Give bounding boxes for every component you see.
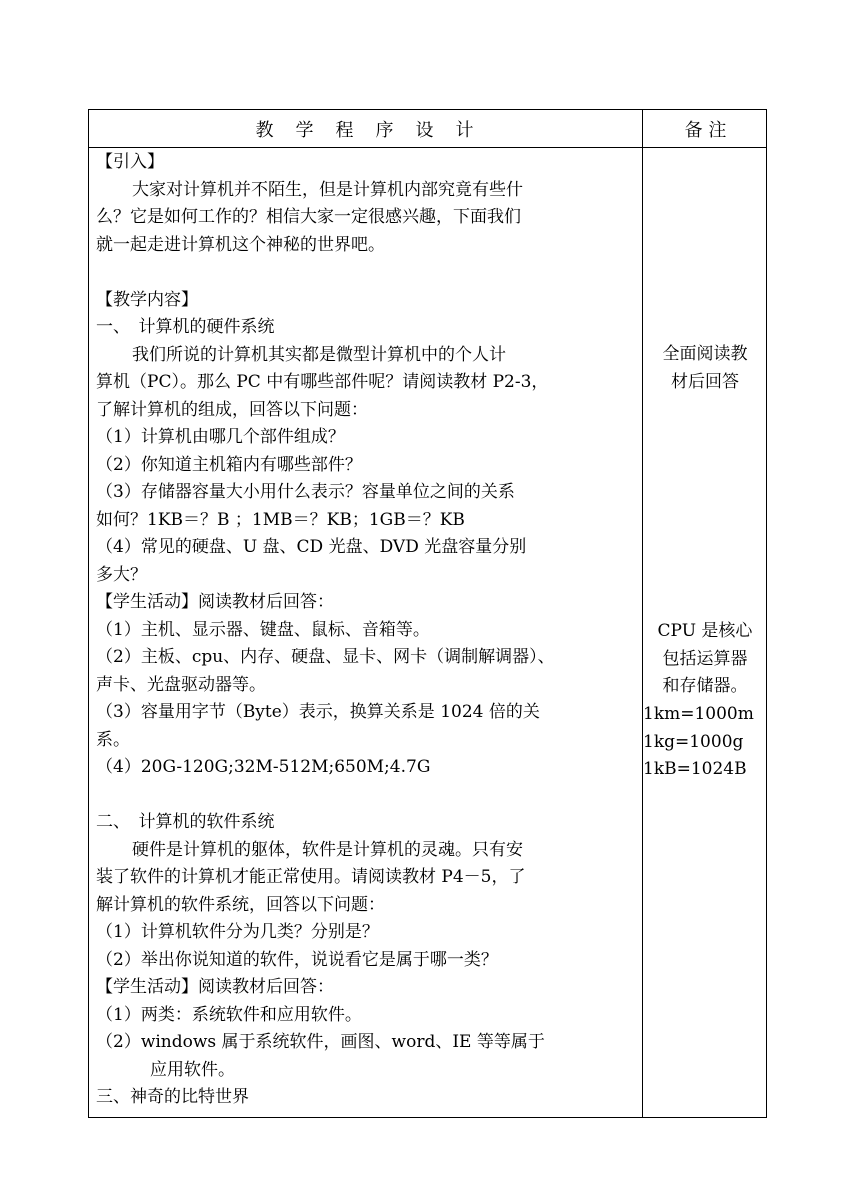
section2-line: 解计算机的软件系统，回答以下问题： (96, 894, 385, 915)
activity1-answer-1: （1）主机、显示器、键盘、鼠标、音箱等。 (96, 619, 430, 640)
note-line: CPU 是核心 (657, 621, 753, 641)
activity2-answer-2-cont: 应用软件。 (150, 1059, 235, 1080)
column-divider (642, 110, 643, 1117)
note-line: 包括运算器 (662, 648, 748, 669)
section1-question-2: （2）你知道主机箱内有哪些部件？ (96, 454, 362, 475)
section1-line: 了解计算机的组成，回答以下问题： (96, 399, 368, 420)
note-line: 材后回答 (671, 371, 739, 392)
activity1-answer-4: （4）20G-120G;32M-512M;650M;4.7G (96, 757, 431, 777)
section2-line: 装了软件的计算机才能正常使用。请阅读教材 P4－5，了 (96, 867, 526, 887)
section3-title: 三、神奇的比特世界 (96, 1087, 249, 1107)
note-units (643, 701, 767, 784)
main-content (96, 149, 641, 1112)
lesson-plan-table (88, 109, 767, 1118)
intro-line: 就一起走进计算机这个神秘的世界吧。 (96, 234, 385, 255)
activity1-answer-3: （3）容量用字节（Byte）表示，换算关系是 1024 倍的关 (96, 702, 540, 722)
header-notes: 备 注 (684, 119, 727, 141)
note-line: 全面阅读教 (662, 344, 748, 364)
intro-line: 大家对计算机并不陌生，但是计算机内部究竟有些什 (132, 179, 523, 200)
section1-question-3: （3）存储器容量大小用什么表示？容量单位之间的关系 (96, 482, 515, 502)
note-line: 1km=1000m (643, 704, 754, 724)
section2-question-2: （2）举出你说知道的软件，说说看它是属于哪一类？ (96, 949, 498, 970)
activity2-answer-2: （2）windows 属于系统软件，画图、word、IE 等等属于 (96, 1032, 545, 1052)
section1-title: 一、 计算机的硬件系统 (96, 317, 275, 337)
note-line: 1kB=1024B (643, 759, 747, 779)
section2-question-1: （1）计算机软件分为几类？分别是？ (96, 922, 379, 942)
activity2-title: 【学生活动】阅读教材后回答： (96, 977, 334, 997)
section2-line: 硬件是计算机的躯体，软件是计算机的灵魂。只有安 (132, 839, 523, 860)
section2-title: 二、 计算机的软件系统 (96, 812, 275, 832)
note-read-textbook (643, 341, 767, 396)
header-teaching-procedure: 教 学 程 序 设 计 (255, 119, 476, 141)
intro-line: 么？它是如何工作的？相信大家一定很感兴趣，下面我们 (96, 207, 521, 227)
teaching-title: 【教学内容】 (96, 289, 198, 310)
section1-line: 算机（PC）。那么 PC 中有哪些部件呢？请阅读教材 P2-3， (96, 372, 549, 392)
activity1-answer-2: （2）主板、cpu、内存、硬盘、显卡、网卡（调制解调器）、 (96, 647, 555, 667)
activity1-answer-2-cont: 声卡、光盘驱动器等。 (96, 674, 266, 695)
activity1-answer-3-cont: 系。 (96, 729, 130, 750)
activity1-title: 【学生活动】阅读教材后回答： (96, 592, 334, 612)
activity2-answer-1: （1）两类：系统软件和应用软件。 (96, 1004, 362, 1025)
note-cpu (643, 618, 767, 701)
section1-question-1: （1）计算机由哪几个部件组成？ (96, 427, 345, 447)
note-line: 1kg=1000g (643, 731, 744, 752)
section1-line: 我们所说的计算机其实都是微型计算机中的个人计 (132, 344, 506, 365)
header-divider (89, 147, 766, 148)
spacer (96, 259, 641, 287)
section1-question-4: （4）常见的硬盘、U 盘、CD 光盘、DVD 光盘容量分别 (96, 537, 527, 557)
section1-question-4-cont: 多大？ (96, 564, 147, 585)
spacer (96, 782, 641, 810)
intro-title: 【引入】 (96, 152, 164, 172)
note-line: 和存储器。 (662, 676, 748, 696)
section1-question-3-cont: 如何？1KB＝？B ；1MB＝？KB；1GB＝？KB (96, 509, 465, 530)
